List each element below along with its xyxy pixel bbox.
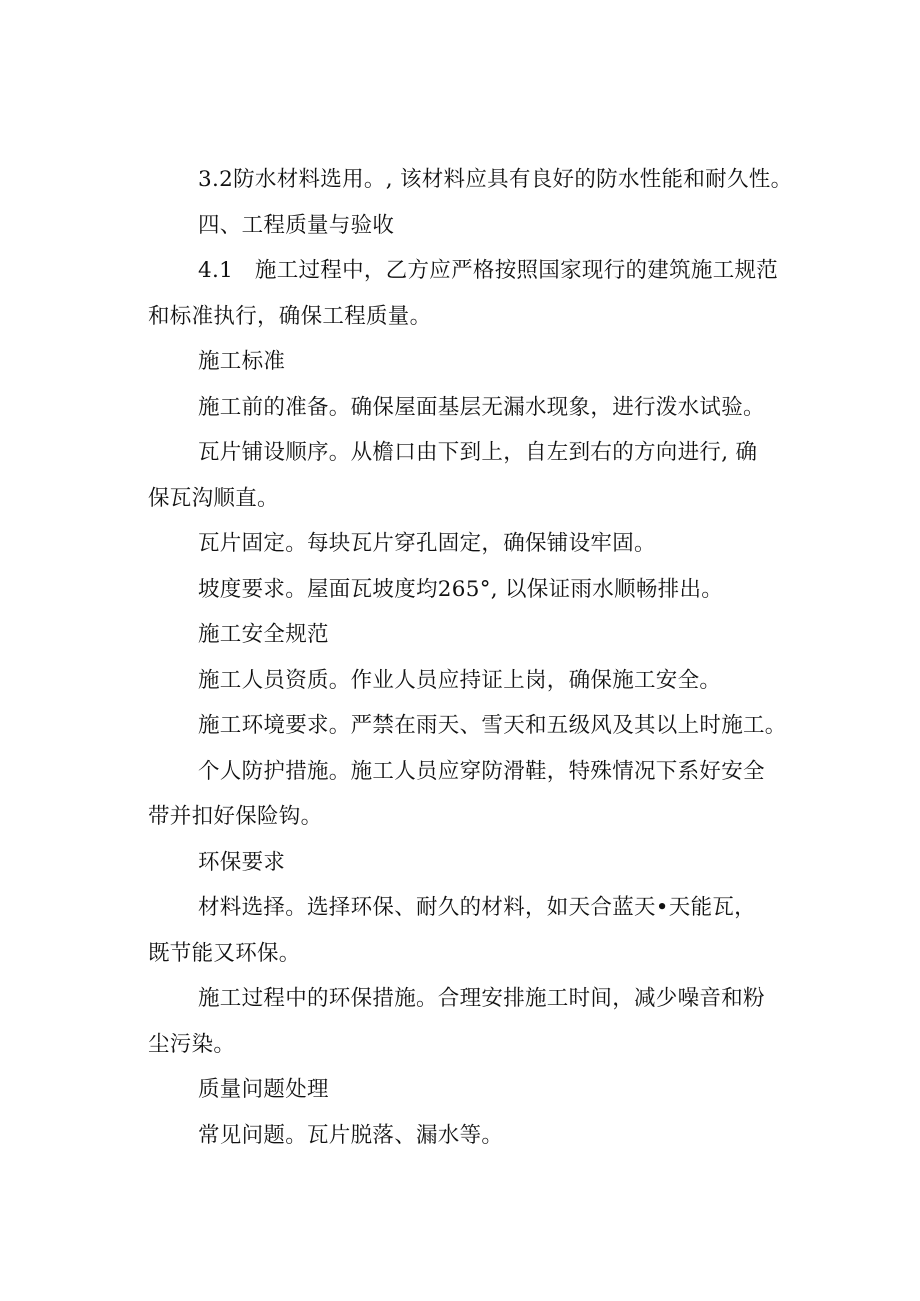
- paragraph-line: 坡度要求。屋面瓦坡度均265°, 以保证雨水顺畅排出。: [198, 576, 724, 602]
- paragraph-line-continued: 既节能又环保。: [148, 940, 301, 966]
- paragraph-slope-requirement: [148, 567, 808, 613]
- paragraph-line: 施工过程中的环保措施。合理安排施工时间，减少噪音和粉: [198, 986, 765, 1011]
- section-heading-quality-acceptance: [148, 203, 808, 249]
- paragraph-line: 施工人员资质。作业人员应持证上岗，确保施工安全。: [198, 667, 722, 693]
- document-body: [148, 157, 808, 1158]
- paragraph-material-selection: [148, 885, 808, 976]
- paragraph-line: 材料选择。选择环保、耐久的材料，如天合蓝天•天能瓦，: [198, 895, 756, 920]
- paragraph-line-continued: 和标准执行，确保工程质量。: [148, 303, 432, 329]
- paragraph-line: 施工环境要求。严禁在雨天、雪天和五级风及其以上时施工。: [198, 713, 787, 738]
- paragraph-3-2-material: [148, 157, 808, 203]
- heading-text: 四、工程质量与验收: [198, 212, 395, 238]
- heading-text: 环保要求: [198, 849, 286, 875]
- paragraph-common-issues: [148, 1113, 808, 1159]
- paragraph-line: 3.2防水材料选用。, 该材料应具有良好的防水性能和耐久性。: [198, 167, 793, 192]
- heading-text: 施工安全规范: [198, 622, 329, 647]
- paragraph-personal-protection: [148, 749, 808, 840]
- paragraph-tile-fixing: [148, 521, 808, 567]
- paragraph-line: 施工前的准备。确保屋面基层无漏水现象，进行泼水试验。: [198, 394, 765, 420]
- heading-text: 质量问题处理: [198, 1077, 329, 1102]
- subheading-construction-standard: [148, 339, 808, 385]
- paragraph-line-continued: 保瓦沟顺直。: [148, 485, 279, 511]
- paragraph-personnel-qualification: [148, 658, 808, 704]
- paragraph-line: 瓦片铺设顺序。从檐口由下到上，自左到右的方向进行, 确: [198, 440, 758, 465]
- paragraph-line: 瓦片固定。每块瓦片穿孔固定，确保铺设牢固。: [198, 531, 656, 556]
- paragraph-line: 4.1 施工过程中，乙方应严格按照国家现行的建筑施工规范: [198, 258, 779, 283]
- paragraph-line-continued: 带并扣好保险钩。: [148, 804, 323, 829]
- paragraph-environment-requirement: [148, 703, 808, 749]
- paragraph-line-continued: 尘污染。: [148, 1031, 236, 1057]
- subheading-safety-standard: [148, 612, 808, 658]
- paragraph-line: 个人防护措施。施工人员应穿防滑鞋，特殊情况下系好安全: [198, 758, 765, 784]
- paragraph-4-1-construction: [148, 248, 808, 339]
- subheading-environmental-requirement: [148, 840, 808, 886]
- subheading-quality-issue-handling: [148, 1067, 808, 1113]
- heading-text: 施工标准: [198, 349, 286, 374]
- paragraph-line: 常见问题。瓦片脱落、漏水等。: [198, 1122, 504, 1148]
- paragraph-tile-laying-order: [148, 430, 808, 521]
- paragraph-environmental-measures: [148, 976, 808, 1067]
- paragraph-preparation: [148, 385, 808, 431]
